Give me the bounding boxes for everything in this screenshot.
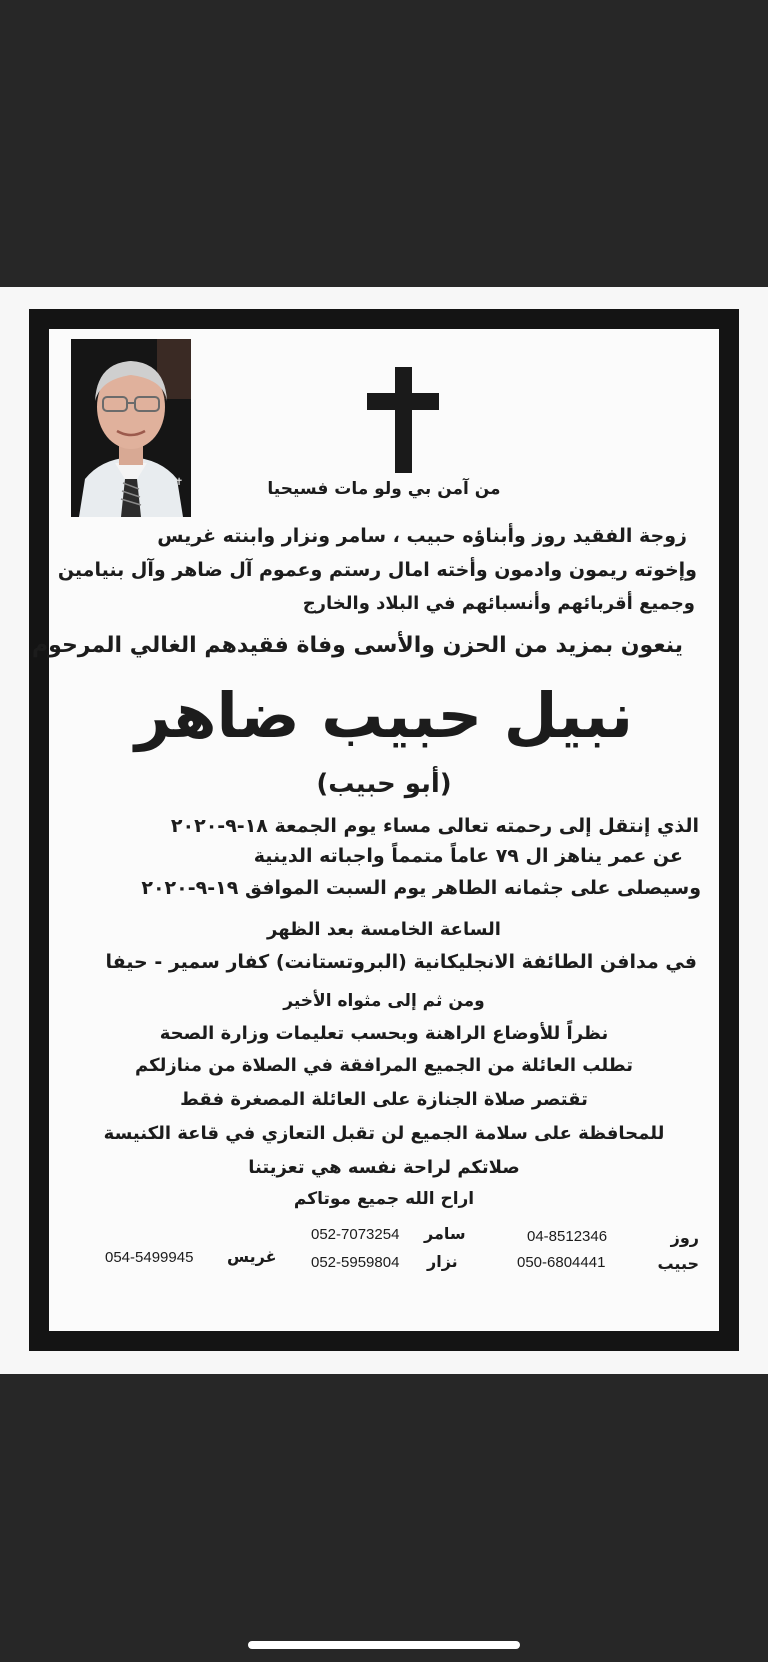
final-rest-line: ومن ثم إلى مثواه الأخير	[283, 991, 485, 1011]
obituary-frame	[29, 309, 739, 1351]
closing-line-1: صلاتكم لراحة نفسه هي تعزيتنا	[248, 1157, 520, 1178]
deceased-nickname: (أبو حبيب)	[316, 769, 452, 799]
obituary-sheet	[0, 287, 768, 1374]
contact-name-habib: حبيب	[657, 1254, 699, 1273]
contact-name-nizar: نزار	[427, 1252, 458, 1271]
mourning-announcement: ينعون بمزيد من الحزن والأسى وفاة فقيدهم الغالي المرحوم	[32, 633, 683, 658]
svg-text:✝: ✝	[175, 477, 184, 488]
bible-quote: من آمن بي ولو مات فسيحيا	[267, 479, 501, 499]
contact-phone-habib: 050-6804441	[517, 1254, 606, 1271]
closing-line-2: اراح الله جميع موتاكم	[293, 1189, 475, 1209]
contact-phone-nizar: 052-5959804	[311, 1254, 400, 1271]
covid-notice-line-2: تطلب العائلة من الجميع المرافقة في الصلاة من منازلكم	[135, 1055, 633, 1076]
covid-notice-line-4: للمحافظة على سلامة الجميع لن تقبل التعازي في قاعة الكنيسة	[103, 1123, 665, 1144]
deceased-name: نبيل حبيب ضاهر	[134, 679, 634, 752]
contact-name-samer: سامر	[424, 1224, 466, 1243]
covid-notice-line-1: نظراً للأوضاع الراهنة وبحسب تعليمات وزارة الصحة	[159, 1023, 609, 1044]
contact-phone-samer: 052-7073254	[311, 1226, 400, 1243]
funeral-time-line: الساعة الخامسة بعد الظهر	[267, 919, 501, 940]
contact-phone-rose: 04-8512346	[527, 1228, 608, 1245]
family-line-3: وجميع أقربائهم وأنسبائهم في البلاد والخارج	[302, 593, 695, 614]
contact-name-grace: غريس	[227, 1247, 277, 1266]
funeral-prayer-line: وسيصلى على جثمانه الطاهر يوم السبت الموافق ١٩-٩-٢٠٢٠	[141, 877, 701, 899]
contact-name-rose: روز	[670, 1228, 699, 1247]
burial-place-line: في مدافن الطائفة الانجليكانية (البروتستانت) كفار سمير - حيفا	[105, 951, 697, 973]
family-line-1: زوجة الفقيد روز وأبناؤه حبيب ، سامر ونزار وابنته غريس	[157, 525, 687, 547]
home-indicator[interactable]	[248, 1641, 520, 1649]
cross-icon	[367, 367, 439, 473]
age-line: عن عمر يناهز ال ٧٩ عاماً متمماً واجباته الدينية	[253, 845, 683, 867]
family-line-2: وإخوته ريمون وادمون وأخته امال رستم وعموم آل ضاهر وآل بنيامين	[57, 559, 697, 581]
death-date-line: الذي إنتقل إلى رحمته تعالى مساء يوم الجمعة ١٨-٩-٢٠٢٠	[170, 815, 699, 837]
covid-notice-line-3: تقتصر صلاة الجنازة على العائلة المصغرة فقط	[180, 1089, 588, 1110]
contact-phone-grace: 054-5499945	[105, 1249, 194, 1266]
